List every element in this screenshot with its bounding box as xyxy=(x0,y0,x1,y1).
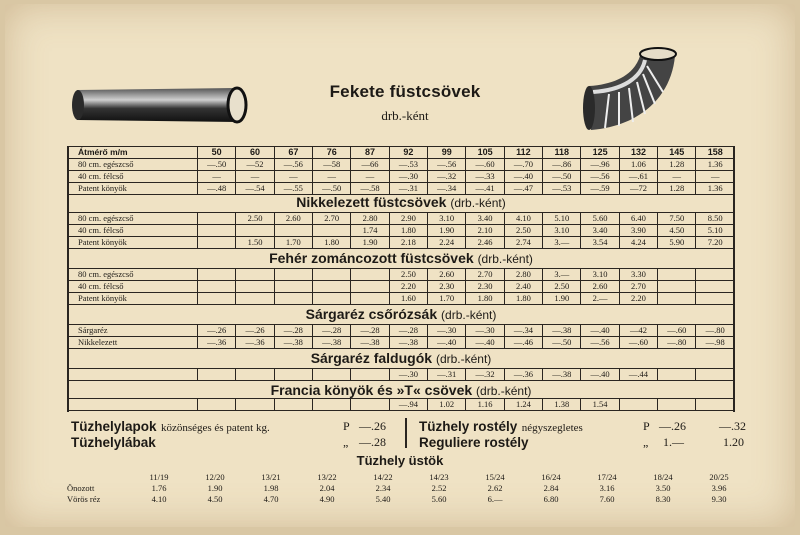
price-cell xyxy=(198,269,236,281)
price-list-sheet xyxy=(5,4,795,527)
frame-left-line xyxy=(67,146,69,412)
table-row xyxy=(68,183,735,195)
price-cell: 1.80 xyxy=(466,293,504,305)
price-cell: 5.60 xyxy=(431,494,447,504)
price-cell xyxy=(313,369,351,381)
price-cell xyxy=(351,269,389,281)
page-subtitle: drb.-ként xyxy=(381,108,429,123)
price-cell: 2.60 xyxy=(428,269,466,281)
price-cell: —.86 xyxy=(543,159,581,171)
price-cell: 1.90 xyxy=(351,237,389,249)
price-cell: —.94 xyxy=(389,399,427,411)
row-label xyxy=(68,399,198,411)
price-cell: 1.38 xyxy=(543,399,581,411)
price-cell: —.40 xyxy=(581,325,619,337)
price-cell: 7.20 xyxy=(696,237,735,249)
price-cell: 2.24 xyxy=(428,237,466,249)
wall-plugs-table xyxy=(67,368,735,381)
price-cell: 5.10 xyxy=(543,213,581,225)
price-cell: —.30 xyxy=(389,171,427,183)
price-cell xyxy=(696,269,735,281)
row-label: 40 cm. félcső xyxy=(68,225,198,237)
price-cell: —.32 xyxy=(466,369,504,381)
price-cell xyxy=(696,293,735,305)
price-cell: —72 xyxy=(619,183,657,195)
diameter-cell: 50 xyxy=(198,147,236,159)
price-cell: 3.90 xyxy=(619,225,657,237)
price-cell xyxy=(236,399,274,411)
price-cell: —.98 xyxy=(696,337,735,349)
price-cell: —.31 xyxy=(389,183,427,195)
row-label: Vörös réz xyxy=(67,494,101,504)
price-cell xyxy=(696,281,735,293)
price-cell: 1.24 xyxy=(504,399,542,411)
price-cell: —.70 xyxy=(504,159,542,171)
pots-title: Tüzhely üstök xyxy=(356,453,444,468)
price-cell: 3.10 xyxy=(428,213,466,225)
section-title-francia: Francia könyök és »T« csövek (drb.-ként) xyxy=(270,382,532,398)
price-cell xyxy=(274,225,312,237)
price-cell: 1.16 xyxy=(466,399,504,411)
price-cell: —.50 xyxy=(198,159,236,171)
price-cell: 3.50 xyxy=(655,483,671,493)
price-cell: —.33 xyxy=(466,171,504,183)
price-cell: —.28 xyxy=(389,325,427,337)
price-cell: 5.90 xyxy=(658,237,696,249)
price-cell: 2.70 xyxy=(313,213,351,225)
price-cell xyxy=(696,369,735,381)
table-row xyxy=(68,225,735,237)
price-cell xyxy=(351,293,389,305)
diameter-cell: 99 xyxy=(428,147,466,159)
price-cell: — xyxy=(351,171,389,183)
stove-legs-line: Tüzhelylábak „ —.28 xyxy=(71,435,386,450)
white-enamel-pipes-table xyxy=(67,268,735,305)
price-cell xyxy=(198,369,236,381)
diameter-cell: 105 xyxy=(466,147,504,159)
price-cell: 2.46 xyxy=(466,237,504,249)
price-cell: 3.— xyxy=(543,269,581,281)
price-cell: —66 xyxy=(351,159,389,171)
table-row xyxy=(68,399,735,411)
pot-size-cell: 16/24 xyxy=(541,472,561,482)
price-cell xyxy=(313,399,351,411)
stove-plates-line: Tüzhelylapok közönséges és patent kg. P —.26 xyxy=(71,419,386,434)
price-cell: 1.74 xyxy=(351,225,389,237)
price-cell: 4.10 xyxy=(151,494,167,504)
price-cell: 5.60 xyxy=(581,213,619,225)
price-cell: —.54 xyxy=(236,183,274,195)
price-cell: —.32 xyxy=(428,171,466,183)
french-elbow-table xyxy=(67,398,735,411)
price-cell: 6.40 xyxy=(619,213,657,225)
price-cell: 2.34 xyxy=(375,483,391,493)
price-cell: 2.30 xyxy=(466,281,504,293)
row-label: Patent könyök xyxy=(68,183,198,195)
price-cell: 8.50 xyxy=(696,213,735,225)
price-cell: 3.— xyxy=(543,237,581,249)
table-row xyxy=(68,213,735,225)
price-cell xyxy=(313,293,351,305)
price-cell: 1.36 xyxy=(696,183,735,195)
price-cell: 3.54 xyxy=(581,237,619,249)
black-pipes-table xyxy=(67,146,735,195)
price-cell: 1.80 xyxy=(313,237,351,249)
price-cell: 2.84 xyxy=(543,483,559,493)
pot-size-cell: 11/19 xyxy=(149,472,169,482)
price-cell: 6.— xyxy=(487,494,503,504)
price-cell xyxy=(658,269,696,281)
row-label xyxy=(68,369,198,381)
pot-size-cell: 20/25 xyxy=(709,472,729,482)
price-cell: —.61 xyxy=(619,171,657,183)
table-row xyxy=(68,269,735,281)
price-cell: 2.52 xyxy=(431,483,447,493)
price-cell: 4.24 xyxy=(619,237,657,249)
pot-size-cell: 17/24 xyxy=(597,472,617,482)
price-cell: — xyxy=(658,171,696,183)
row-label: 40 cm. félcső xyxy=(68,171,198,183)
diameter-cell: 67 xyxy=(274,147,312,159)
price-cell: — xyxy=(198,171,236,183)
price-cell xyxy=(274,281,312,293)
price-cell: —.30 xyxy=(466,325,504,337)
price-cell: — xyxy=(696,171,735,183)
price-cell xyxy=(198,225,236,237)
price-cell: —.53 xyxy=(389,159,427,171)
price-cell: 2.20 xyxy=(389,281,427,293)
price-cell: —.28 xyxy=(351,325,389,337)
brass-rosettes-table xyxy=(67,324,735,349)
diameter-cell: 60 xyxy=(236,147,274,159)
price-cell: —.28 xyxy=(313,325,351,337)
price-cell: 1.28 xyxy=(658,159,696,171)
price-cell: —.56 xyxy=(428,159,466,171)
row-label: 40 cm. félcső xyxy=(68,281,198,293)
price-cell: —.50 xyxy=(313,183,351,195)
price-cell: —.36 xyxy=(198,337,236,349)
price-cell: —.38 xyxy=(389,337,427,349)
price-cell: 4.10 xyxy=(504,213,542,225)
price-cell: 1.06 xyxy=(619,159,657,171)
price-cell: 2.10 xyxy=(466,225,504,237)
price-cell: —.40 xyxy=(581,369,619,381)
price-cell: 2.60 xyxy=(274,213,312,225)
price-cell: —.31 xyxy=(428,369,466,381)
price-cell: —.60 xyxy=(658,325,696,337)
price-cell xyxy=(198,399,236,411)
price-cell xyxy=(696,399,735,411)
price-cell: —.38 xyxy=(274,337,312,349)
price-cell: 3.40 xyxy=(581,225,619,237)
row-label: Nikkelezett xyxy=(68,337,198,349)
price-cell: 2.50 xyxy=(543,281,581,293)
price-cell xyxy=(658,293,696,305)
row-label: 80 cm. egészcső xyxy=(68,269,198,281)
price-cell: 2.18 xyxy=(389,237,427,249)
pot-size-cell: 14/23 xyxy=(429,472,449,482)
section-title-csorozsak: Sárgaréz csőrózsák (drb.-ként) xyxy=(305,306,497,322)
table-row xyxy=(68,325,735,337)
diameter-cell: 132 xyxy=(619,147,657,159)
diameter-cell: 76 xyxy=(313,147,351,159)
price-cell xyxy=(274,293,312,305)
price-cell: —.30 xyxy=(389,369,427,381)
price-cell: 2.80 xyxy=(351,213,389,225)
price-cell xyxy=(313,225,351,237)
diameter-cell: 145 xyxy=(658,147,696,159)
table-row xyxy=(68,337,735,349)
price-cell: —.26 xyxy=(236,325,274,337)
diameter-header-row xyxy=(68,147,735,159)
price-cell: 1.70 xyxy=(274,237,312,249)
price-cell: 1.70 xyxy=(428,293,466,305)
pot-size-cell: 13/22 xyxy=(317,472,337,482)
price-cell: —.50 xyxy=(543,171,581,183)
price-cell: 2.80 xyxy=(504,269,542,281)
price-cell: 2.50 xyxy=(504,225,542,237)
price-cell: —.40 xyxy=(428,337,466,349)
price-cell: 1.90 xyxy=(428,225,466,237)
price-cell xyxy=(236,281,274,293)
pot-size-cell: 12/20 xyxy=(205,472,225,482)
price-cell xyxy=(274,269,312,281)
price-cell: 7.50 xyxy=(658,213,696,225)
price-cell: — xyxy=(236,171,274,183)
price-cell xyxy=(658,399,696,411)
price-cell: —.96 xyxy=(581,159,619,171)
price-cell: —.55 xyxy=(274,183,312,195)
price-cell: —.30 xyxy=(428,325,466,337)
price-cell: —.40 xyxy=(466,337,504,349)
price-cell: 3.10 xyxy=(543,225,581,237)
price-cell xyxy=(236,269,274,281)
price-cell: —.36 xyxy=(236,337,274,349)
price-cell: —.59 xyxy=(581,183,619,195)
section-title-feher: Fehér zománcozott füstcsövek (drb.-ként) xyxy=(269,250,533,266)
price-cell: 1.80 xyxy=(504,293,542,305)
table-row xyxy=(67,483,747,494)
price-cell: — xyxy=(274,171,312,183)
table-row xyxy=(68,159,735,171)
price-cell: 2.— xyxy=(581,293,619,305)
pot-size-cell: 18/24 xyxy=(653,472,673,482)
frame-right-line xyxy=(733,146,735,412)
price-cell: —.44 xyxy=(619,369,657,381)
price-cell: 7.60 xyxy=(599,494,615,504)
table-row xyxy=(68,281,735,293)
price-cell: 3.10 xyxy=(581,269,619,281)
table-row xyxy=(67,494,747,505)
price-cell: —.40 xyxy=(504,171,542,183)
pot-size-cell: 14/22 xyxy=(373,472,393,482)
price-cell: —52 xyxy=(236,159,274,171)
price-cell: 5.10 xyxy=(696,225,735,237)
price-cell: 5.40 xyxy=(375,494,391,504)
price-cell: —.60 xyxy=(619,337,657,349)
diameter-label: Átmérő m/m xyxy=(68,147,198,159)
price-cell xyxy=(351,281,389,293)
price-cell: —.80 xyxy=(696,325,735,337)
price-cell: 2.70 xyxy=(466,269,504,281)
price-cell: —.41 xyxy=(466,183,504,195)
price-cell: 1.36 xyxy=(696,159,735,171)
price-cell xyxy=(313,269,351,281)
diameter-cell: 112 xyxy=(504,147,542,159)
price-cell xyxy=(236,293,274,305)
price-cell: —.47 xyxy=(504,183,542,195)
price-cell xyxy=(274,369,312,381)
price-cell: 2.50 xyxy=(389,269,427,281)
table-row xyxy=(68,293,735,305)
price-cell: 1.02 xyxy=(428,399,466,411)
diameter-cell: 92 xyxy=(389,147,427,159)
price-cell: 2.20 xyxy=(619,293,657,305)
price-cell xyxy=(198,281,236,293)
price-cell: 3.30 xyxy=(619,269,657,281)
price-cell: 2.60 xyxy=(581,281,619,293)
price-cell xyxy=(198,213,236,225)
stove-pots-table xyxy=(67,472,747,505)
diameter-cell: 125 xyxy=(581,147,619,159)
price-cell: 1.90 xyxy=(207,483,223,493)
price-cell: 1.76 xyxy=(151,483,167,493)
row-label: Önozott xyxy=(67,483,95,493)
price-cell: 4.50 xyxy=(658,225,696,237)
price-cell: —.38 xyxy=(351,337,389,349)
price-cell: —.53 xyxy=(543,183,581,195)
price-cell xyxy=(351,399,389,411)
price-cell: 3.40 xyxy=(466,213,504,225)
price-cell: 6.80 xyxy=(543,494,559,504)
price-cell: —.46 xyxy=(504,337,542,349)
price-cell: —.34 xyxy=(504,325,542,337)
pot-size-row xyxy=(67,472,747,483)
row-label: 80 cm. egészcső xyxy=(68,213,198,225)
price-cell: 2.50 xyxy=(236,213,274,225)
price-cell xyxy=(313,281,351,293)
price-cell xyxy=(351,369,389,381)
price-cell: —.28 xyxy=(274,325,312,337)
pot-size-label xyxy=(67,472,131,483)
price-cell: —.38 xyxy=(543,369,581,381)
stove-grate-line: Tüzhely rostély négyszegletes P —.26 —.32 xyxy=(419,419,746,434)
price-cell xyxy=(198,293,236,305)
price-cell: —.58 xyxy=(351,183,389,195)
price-cell xyxy=(619,399,657,411)
price-cell: —.56 xyxy=(274,159,312,171)
price-cell: —.80 xyxy=(658,337,696,349)
price-cell: 1.80 xyxy=(389,225,427,237)
price-cell: —.48 xyxy=(198,183,236,195)
price-cell xyxy=(274,399,312,411)
price-cell: —.38 xyxy=(543,325,581,337)
price-cell: —.38 xyxy=(313,337,351,349)
table-row xyxy=(68,171,735,183)
price-cell: 2.30 xyxy=(428,281,466,293)
diameter-cell: 158 xyxy=(696,147,735,159)
price-cell xyxy=(236,369,274,381)
bottom-divider xyxy=(405,418,407,448)
price-cell: —42 xyxy=(619,325,657,337)
price-cell: 1.98 xyxy=(263,483,279,493)
price-cell: 8.30 xyxy=(655,494,671,504)
price-cell: 2.70 xyxy=(619,281,657,293)
price-cell xyxy=(658,281,696,293)
price-cell: 4.90 xyxy=(319,494,335,504)
price-cell xyxy=(236,225,274,237)
diameter-cell: 118 xyxy=(543,147,581,159)
price-cell: —.56 xyxy=(581,337,619,349)
table-row xyxy=(68,237,735,249)
price-cell: —.56 xyxy=(581,171,619,183)
price-cell: 3.96 xyxy=(711,483,727,493)
price-cell: 1.50 xyxy=(236,237,274,249)
table-row xyxy=(68,369,735,381)
price-cell xyxy=(198,237,236,249)
price-cell xyxy=(658,369,696,381)
price-cell: 4.50 xyxy=(207,494,223,504)
nickel-pipes-table xyxy=(67,212,735,249)
price-cell: 1.28 xyxy=(658,183,696,195)
section-title-nikkelezett: Nikkelezett füstcsövek (drb.-ként) xyxy=(296,194,506,210)
pot-size-cell: 15/24 xyxy=(485,472,505,482)
price-cell: 9.30 xyxy=(711,494,727,504)
price-cell: 2.04 xyxy=(319,483,335,493)
price-cell: 3.16 xyxy=(599,483,615,493)
section-title-faldugok: Sárgaréz faldugók (drb.-ként) xyxy=(310,350,492,366)
price-cell: —.50 xyxy=(543,337,581,349)
price-cell: — xyxy=(313,171,351,183)
price-cell: 4.70 xyxy=(263,494,279,504)
price-cell: 2.90 xyxy=(389,213,427,225)
pot-size-cell: 13/21 xyxy=(261,472,281,482)
price-cell: —.34 xyxy=(428,183,466,195)
row-label: Sárgaréz xyxy=(68,325,198,337)
price-cell: 2.62 xyxy=(487,483,503,493)
price-cell: 1.90 xyxy=(543,293,581,305)
row-label: Patent könyök xyxy=(68,237,198,249)
row-label: 80 cm. egészcső xyxy=(68,159,198,171)
price-cell: —58 xyxy=(313,159,351,171)
price-cell: —.36 xyxy=(504,369,542,381)
page-title: Fekete füstcsövek xyxy=(329,82,481,101)
price-cell: 2.74 xyxy=(504,237,542,249)
price-cell: —.60 xyxy=(466,159,504,171)
price-cell: —.26 xyxy=(198,325,236,337)
regular-grate-line: Reguliere rostély „ 1.— 1.20 xyxy=(419,435,744,450)
row-label: Patent könyök xyxy=(68,293,198,305)
price-cell: 1.54 xyxy=(581,399,619,411)
diameter-cell: 87 xyxy=(351,147,389,159)
price-cell: 2.40 xyxy=(504,281,542,293)
price-cell: 1.60 xyxy=(389,293,427,305)
